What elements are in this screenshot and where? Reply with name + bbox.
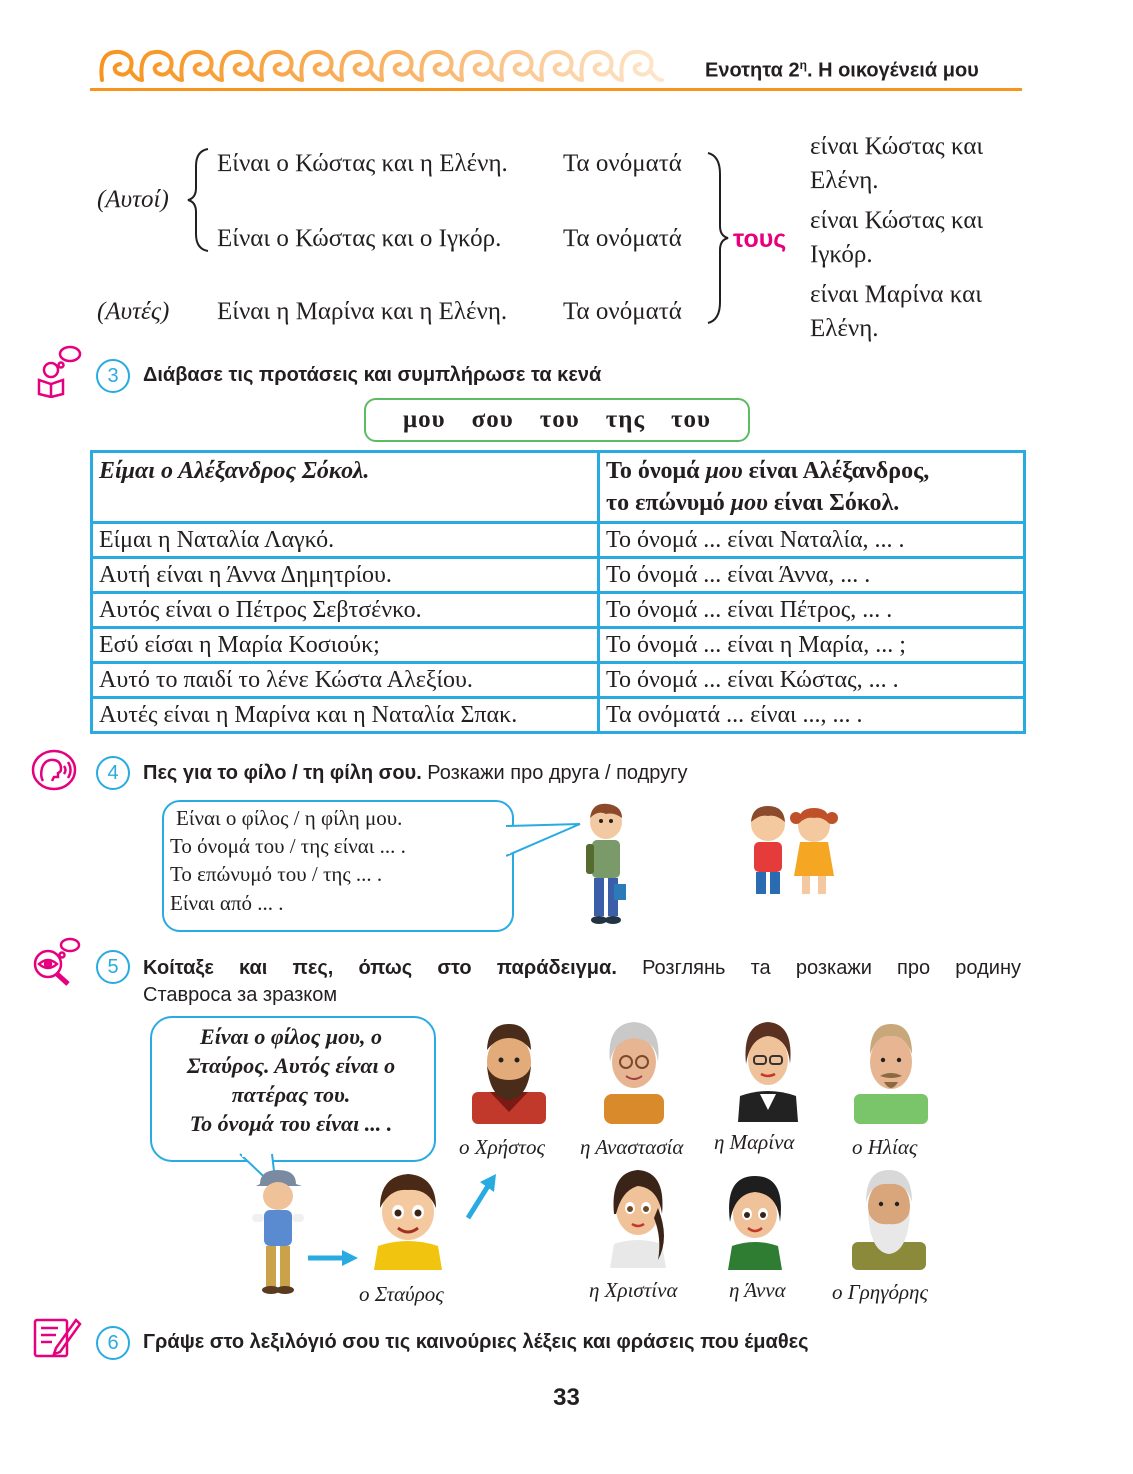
table-cell-left: Αυτός είναι ο Πέτρος Σεβτσένκο. (92, 593, 599, 628)
left-brace (186, 146, 212, 254)
table-example-left: Είμαι ο Αλέξανδρος Σόκολ. (92, 452, 599, 523)
table-cell-left: Αυτές είναι η Μαρίνα και η Ναταλία Σπακ. (92, 698, 599, 733)
task-5-instruction: Κοίταξε και πες, όπως στο παράδειγμα. Розглянь та розкажи про родину (143, 957, 1022, 979)
sentence-3: Είναι η Μαρίνα και η Ελένη. (217, 298, 508, 325)
table-row (92, 523, 1025, 558)
sentence-1: Είναι ο Κώστας και η Ελένη. (217, 150, 508, 177)
table-cell-left: Είμαι η Ναταλία Λαγκό. (92, 523, 599, 558)
arrow-right-icon (306, 1248, 360, 1268)
bubble4-line-1: Είναι ο φίλος / η φίλη μου. (176, 806, 403, 830)
bubble5-line-1: Είναι ο φίλος μου, ο (200, 1024, 382, 1049)
task-4-instruction: Πες για το φίλο / τη φίλη σου. Розкажи про друга / подругу (143, 762, 688, 784)
bubble5-line-4: Το όνομά του είναι ... . (189, 1111, 393, 1136)
table-cell-right: Το όνομά ... είναι η Μαρία, ... ; (599, 628, 1025, 663)
word-tou-2: του (671, 406, 711, 433)
speech-bubble-tail (506, 822, 584, 862)
writing-icon (32, 1314, 82, 1360)
task-6-number: 6 (96, 1326, 130, 1360)
label-aftes: (Αυτές) (97, 298, 170, 325)
header-wave-ornament (90, 44, 670, 88)
result-1: είναι Κώστας και Ελένη. (810, 133, 984, 194)
table-row (92, 628, 1025, 663)
caption-anastasia: η Αναστασία (580, 1135, 684, 1159)
friend-boy-illustration (246, 1170, 310, 1296)
caption-christos: ο Χρήστος (459, 1135, 545, 1159)
caption-anna: η Άννα (729, 1278, 786, 1302)
task-6-instruction: Γράψε στο λεξιλόγιό σου τις καινούριες λέξεις και φράσεις που έμαθες (143, 1331, 809, 1353)
bubble4-line-2: Το όνομά του / της είναι ... . (170, 834, 406, 858)
table-cell-right: Το όνομά ... είναι Ναταλία, ... . (599, 523, 1025, 558)
portrait-stavros (366, 1170, 450, 1270)
look-icon (30, 936, 82, 986)
speaking-icon (30, 748, 82, 794)
task-3-number: 3 (96, 359, 130, 393)
bubble5-line-2: Σταύρος. Αυτός είναι ο (186, 1053, 396, 1078)
portrait-grigoris (848, 1166, 930, 1270)
table-cell-right: Το όνομά ... είναι Πέτρος, ... . (599, 593, 1025, 628)
caption-ilias: ο Ηλίας (852, 1135, 918, 1159)
word-tou: του (539, 406, 580, 433)
portrait-christina (604, 1168, 672, 1268)
table-cell-right: Τα ονόματά ... είναι ..., ... . (599, 698, 1025, 733)
task-3-instruction: Διάβασε τις προτάσεις και συμπλήρωσε τα κενά (143, 364, 602, 386)
word-mou: μου (402, 406, 446, 433)
table-cell-right: Το όνομά ... είναι Κώστας, ... . (599, 663, 1025, 698)
task-4-number: 4 (96, 756, 130, 790)
names-2: Τα ονόματά (563, 225, 682, 252)
portrait-marina (730, 1018, 806, 1122)
task-5-instruction-line-2: Ставроса за зразком (143, 984, 338, 1006)
names-3: Τα ονόματά (563, 298, 682, 325)
arrow-up-right-icon (464, 1172, 498, 1222)
boy-illustration (580, 802, 632, 926)
bubble5-line-3: πατέρας του. (231, 1082, 351, 1107)
word-sou: σου (471, 406, 514, 433)
word-bank (364, 398, 750, 442)
task-5-number: 5 (96, 950, 130, 984)
portrait-anna (720, 1172, 790, 1270)
table-row (92, 663, 1025, 698)
caption-grigoris: ο Γρηγόρης (832, 1280, 928, 1304)
table-header-row (92, 452, 1025, 523)
right-brace (704, 150, 730, 326)
portrait-anastasia (600, 1018, 668, 1124)
caption-marina: η Μαρίνα (714, 1130, 795, 1154)
possessive-tous: τους (733, 225, 787, 253)
fill-in-table (90, 450, 1026, 734)
bubble4-line-3: Το επώνυμό του / της ... . (170, 862, 383, 886)
portrait-ilias (850, 1020, 932, 1124)
word-tis: της (605, 406, 645, 433)
reading-icon (34, 344, 84, 398)
caption-stavros: ο Σταύρος (359, 1282, 444, 1306)
table-example-right: Το όνομά μου είναι Αλέξανδρος, το επώνυμό μου είναι Σόκολ. (599, 452, 1025, 523)
bubble4-line-4: Είναι από ... . (170, 891, 284, 915)
sentence-2: Είναι ο Κώστας και ο Ιγκόρ. (217, 225, 502, 252)
page-number: 33 (553, 1384, 580, 1411)
portrait-christos (466, 1020, 552, 1124)
header-rule (90, 88, 1022, 91)
caption-christina: η Χριστίνα (589, 1278, 678, 1302)
table-cell-left: Αυτό το παιδί το λένε Κώστα Αλεξίου. (92, 663, 599, 698)
table-row (92, 558, 1025, 593)
label-aftoi: (Αυτοί) (97, 186, 169, 213)
table-cell-left: Αυτή είναι η Άννα Δημητρίου. (92, 558, 599, 593)
table-row (92, 698, 1025, 733)
table-cell-left: Εσύ είσαι η Μαρία Κοσιούκ; (92, 628, 599, 663)
table-row (92, 593, 1025, 628)
children-illustration (738, 802, 844, 900)
names-1: Τα ονόματά (563, 150, 682, 177)
unit-title: Ενοτητα $2^\eta$. Η οικογένειά μου (705, 58, 979, 82)
result-2: είναι Κώστας και Ιγκόρ. (810, 207, 984, 268)
table-cell-right: Το όνομά ... είναι Άννα, ... . (599, 558, 1025, 593)
result-3: είναι Μαρίνα και Ελένη. (810, 281, 982, 342)
